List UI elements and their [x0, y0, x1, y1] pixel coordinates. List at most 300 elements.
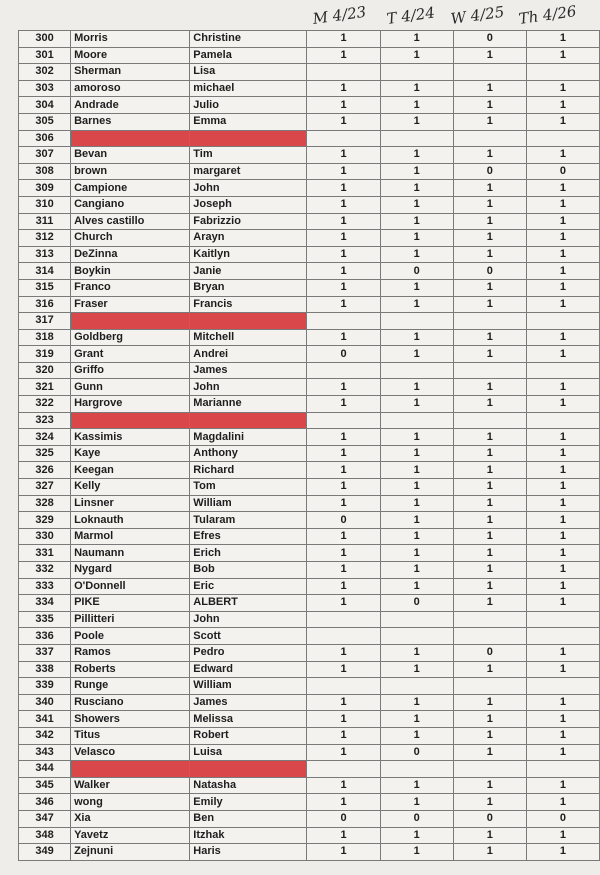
attendance-cell: 1: [380, 562, 453, 579]
attendance-cell: [453, 628, 526, 645]
attendance-cell: 1: [526, 429, 599, 446]
last-name-cell: Campione: [71, 180, 190, 197]
first-name-cell: William: [190, 495, 307, 512]
last-name-cell: amoroso: [71, 80, 190, 97]
first-name-cell: Francis: [190, 296, 307, 313]
attendance-cell: 1: [526, 263, 599, 280]
row-number: 331: [19, 545, 71, 562]
attendance-cell: 1: [307, 196, 380, 213]
attendance-cell: 1: [307, 445, 380, 462]
last-name-cell: Xia: [71, 810, 190, 827]
attendance-cell: 1: [307, 180, 380, 197]
first-name-cell: Pedro: [190, 644, 307, 661]
attendance-cell: 1: [380, 396, 453, 413]
attendance-cell: 1: [453, 744, 526, 761]
row-number: 302: [19, 64, 71, 81]
row-number: 334: [19, 595, 71, 612]
row-number: 307: [19, 147, 71, 164]
first-name-cell: Emily: [190, 794, 307, 811]
table-row: [19, 711, 600, 728]
last-name-cell: Velasco: [71, 744, 190, 761]
attendance-cell: 1: [453, 296, 526, 313]
last-name-cell: Cangiano: [71, 196, 190, 213]
table-row: [19, 412, 600, 429]
attendance-cell: 1: [307, 80, 380, 97]
table-row: [19, 429, 600, 446]
first-name-cell: Lisa: [190, 64, 307, 81]
table-row: [19, 810, 600, 827]
last-name-cell: PIKE: [71, 595, 190, 612]
attendance-cell: 0: [526, 810, 599, 827]
attendance-cell: 1: [380, 445, 453, 462]
row-number: 327: [19, 479, 71, 496]
attendance-cell: 0: [307, 346, 380, 363]
attendance-cell: 1: [453, 230, 526, 247]
attendance-cell: 1: [380, 727, 453, 744]
first-name-cell: Marianne: [190, 396, 307, 413]
attendance-cell: 1: [526, 694, 599, 711]
first-name-cell: Joseph: [190, 196, 307, 213]
attendance-cell: [380, 313, 453, 330]
attendance-cell: 1: [526, 777, 599, 794]
attendance-cell: 1: [307, 429, 380, 446]
table-row: [19, 329, 600, 346]
attendance-cell: 1: [453, 429, 526, 446]
table-row: [19, 64, 600, 81]
attendance-cell: 1: [380, 80, 453, 97]
last-name-cell: Keegan: [71, 462, 190, 479]
last-name-cell: [71, 761, 190, 778]
attendance-cell: [526, 362, 599, 379]
attendance-cell: 1: [526, 246, 599, 263]
table-row: [19, 230, 600, 247]
last-name-cell: Rusciano: [71, 694, 190, 711]
table-row: [19, 362, 600, 379]
attendance-cell: [380, 412, 453, 429]
table-row: [19, 794, 600, 811]
day-header-thursday: Th 4/26: [517, 2, 578, 28]
attendance-cell: 1: [453, 827, 526, 844]
attendance-cell: 1: [380, 329, 453, 346]
attendance-cell: 1: [307, 263, 380, 280]
attendance-cell: [307, 64, 380, 81]
row-number: 319: [19, 346, 71, 363]
attendance-cell: 1: [526, 711, 599, 728]
row-number: 300: [19, 31, 71, 48]
attendance-cell: 1: [380, 545, 453, 562]
first-name-cell: Haris: [190, 844, 307, 861]
row-number: 315: [19, 279, 71, 296]
attendance-cell: 1: [526, 180, 599, 197]
last-name-cell: Church: [71, 230, 190, 247]
attendance-cell: 1: [526, 562, 599, 579]
attendance-cell: 1: [453, 462, 526, 479]
first-name-cell: [190, 130, 307, 147]
attendance-cell: 1: [526, 80, 599, 97]
table-row: [19, 113, 600, 130]
table-row: [19, 31, 600, 48]
first-name-cell: William: [190, 678, 307, 695]
first-name-cell: Melissa: [190, 711, 307, 728]
attendance-cell: 1: [307, 794, 380, 811]
attendance-cell: 1: [380, 97, 453, 114]
attendance-cell: 1: [453, 711, 526, 728]
last-name-cell: Franco: [71, 279, 190, 296]
attendance-cell: 1: [380, 180, 453, 197]
table-row: [19, 595, 600, 612]
attendance-cell: 1: [453, 794, 526, 811]
attendance-cell: 1: [453, 113, 526, 130]
attendance-cell: 1: [307, 462, 380, 479]
row-number: 316: [19, 296, 71, 313]
table-row: [19, 545, 600, 562]
row-number: 342: [19, 727, 71, 744]
row-number: 312: [19, 230, 71, 247]
attendance-cell: [453, 761, 526, 778]
attendance-cell: 1: [526, 31, 599, 48]
attendance-cell: 1: [453, 97, 526, 114]
attendance-cell: 1: [307, 97, 380, 114]
row-number: 332: [19, 562, 71, 579]
attendance-cell: 1: [307, 661, 380, 678]
table-row: [19, 562, 600, 579]
attendance-cell: 1: [307, 379, 380, 396]
attendance-cell: 1: [526, 545, 599, 562]
last-name-cell: Hargrove: [71, 396, 190, 413]
attendance-cell: [453, 130, 526, 147]
table-row: [19, 462, 600, 479]
table-row: [19, 777, 600, 794]
attendance-cell: 1: [453, 512, 526, 529]
last-name-cell: Naumann: [71, 545, 190, 562]
table-row: [19, 578, 600, 595]
attendance-cell: 1: [307, 578, 380, 595]
row-number: 310: [19, 196, 71, 213]
first-name-cell: Bryan: [190, 279, 307, 296]
table-row: [19, 47, 600, 64]
attendance-cell: 1: [453, 279, 526, 296]
attendance-cell: 1: [380, 495, 453, 512]
last-name-cell: Pillitteri: [71, 611, 190, 628]
first-name-cell: [190, 412, 307, 429]
attendance-cell: 1: [307, 113, 380, 130]
last-name-cell: Runge: [71, 678, 190, 695]
attendance-cell: 0: [453, 31, 526, 48]
attendance-cell: 1: [307, 31, 380, 48]
attendance-cell: 1: [526, 578, 599, 595]
attendance-cell: [526, 313, 599, 330]
row-number: 346: [19, 794, 71, 811]
first-name-cell: Christine: [190, 31, 307, 48]
attendance-cell: [453, 412, 526, 429]
last-name-cell: Griffo: [71, 362, 190, 379]
row-number: 340: [19, 694, 71, 711]
first-name-cell: Bob: [190, 562, 307, 579]
last-name-cell: Barnes: [71, 113, 190, 130]
attendance-cell: [307, 362, 380, 379]
attendance-cell: [380, 611, 453, 628]
attendance-cell: 0: [380, 744, 453, 761]
table-row: [19, 495, 600, 512]
attendance-cell: 1: [380, 279, 453, 296]
last-name-cell: Andrade: [71, 97, 190, 114]
attendance-cell: 1: [380, 694, 453, 711]
attendance-cell: 1: [307, 528, 380, 545]
attendance-cell: [307, 628, 380, 645]
attendance-cell: 1: [526, 379, 599, 396]
table-row: [19, 346, 600, 363]
attendance-cell: 1: [526, 827, 599, 844]
table-row: [19, 644, 600, 661]
attendance-cell: 1: [453, 213, 526, 230]
attendance-cell: 0: [380, 595, 453, 612]
last-name-cell: [71, 313, 190, 330]
attendance-cell: 1: [380, 711, 453, 728]
attendance-cell: 1: [526, 595, 599, 612]
attendance-cell: 1: [380, 794, 453, 811]
attendance-cell: [307, 611, 380, 628]
attendance-cell: 1: [307, 47, 380, 64]
attendance-cell: [453, 362, 526, 379]
attendance-cell: 1: [526, 528, 599, 545]
table-row: [19, 844, 600, 861]
attendance-cell: 1: [453, 180, 526, 197]
row-number: 306: [19, 130, 71, 147]
attendance-cell: 1: [307, 595, 380, 612]
attendance-cell: 0: [526, 163, 599, 180]
table-row: [19, 761, 600, 778]
table-row: [19, 263, 600, 280]
attendance-cell: 0: [453, 263, 526, 280]
attendance-cell: 1: [526, 196, 599, 213]
first-name-cell: Mitchell: [190, 329, 307, 346]
attendance-cell: [526, 130, 599, 147]
row-number: 344: [19, 761, 71, 778]
last-name-cell: brown: [71, 163, 190, 180]
row-number: 336: [19, 628, 71, 645]
attendance-cell: 1: [380, 644, 453, 661]
attendance-cell: 1: [453, 844, 526, 861]
attendance-cell: 1: [380, 777, 453, 794]
table-row: [19, 628, 600, 645]
last-name-cell: Moore: [71, 47, 190, 64]
row-number: 317: [19, 313, 71, 330]
table-row: [19, 313, 600, 330]
attendance-cell: 1: [380, 528, 453, 545]
attendance-cell: 1: [453, 445, 526, 462]
table-row: [19, 396, 600, 413]
attendance-cell: 1: [453, 545, 526, 562]
table-row: [19, 130, 600, 147]
first-name-cell: Andrei: [190, 346, 307, 363]
row-number: 318: [19, 329, 71, 346]
attendance-cell: [307, 313, 380, 330]
attendance-cell: 1: [380, 163, 453, 180]
attendance-cell: 1: [307, 296, 380, 313]
attendance-cell: 1: [380, 462, 453, 479]
attendance-cell: 1: [453, 694, 526, 711]
attendance-cell: 0: [307, 810, 380, 827]
attendance-cell: 1: [380, 113, 453, 130]
attendance-cell: 1: [380, 213, 453, 230]
day-header-monday: M 4/23: [311, 2, 368, 28]
row-number: 320: [19, 362, 71, 379]
attendance-cell: 1: [307, 396, 380, 413]
attendance-cell: 1: [307, 479, 380, 496]
row-number: 337: [19, 644, 71, 661]
last-name-cell: [71, 412, 190, 429]
row-number: 345: [19, 777, 71, 794]
row-number: 322: [19, 396, 71, 413]
row-number: 323: [19, 412, 71, 429]
attendance-cell: [380, 362, 453, 379]
attendance-cell: 1: [380, 379, 453, 396]
attendance-cell: 1: [307, 711, 380, 728]
attendance-cell: 1: [307, 562, 380, 579]
last-name-cell: Ramos: [71, 644, 190, 661]
table-row: [19, 661, 600, 678]
attendance-cell: 1: [380, 31, 453, 48]
table-row: [19, 246, 600, 263]
attendance-cell: [380, 628, 453, 645]
first-name-cell: Magdalini: [190, 429, 307, 446]
attendance-cell: 1: [380, 512, 453, 529]
table-row: [19, 744, 600, 761]
row-number: 348: [19, 827, 71, 844]
attendance-cell: 1: [526, 147, 599, 164]
attendance-cell: 0: [453, 163, 526, 180]
attendance-cell: 1: [307, 147, 380, 164]
first-name-cell: Erich: [190, 545, 307, 562]
attendance-cell: 1: [453, 777, 526, 794]
attendance-cell: 1: [526, 644, 599, 661]
table-row: [19, 163, 600, 180]
attendance-cell: 1: [307, 844, 380, 861]
attendance-cell: 1: [453, 346, 526, 363]
attendance-cell: 1: [380, 246, 453, 263]
table-row: [19, 80, 600, 97]
attendance-cell: [453, 64, 526, 81]
first-name-cell: Itzhak: [190, 827, 307, 844]
row-number: 339: [19, 678, 71, 695]
attendance-cell: [526, 761, 599, 778]
attendance-cell: 1: [453, 196, 526, 213]
attendance-cell: 1: [526, 230, 599, 247]
attendance-cell: 1: [307, 694, 380, 711]
last-name-cell: Nygard: [71, 562, 190, 579]
last-name-cell: Zejnuni: [71, 844, 190, 861]
last-name-cell: Showers: [71, 711, 190, 728]
attendance-cell: 1: [526, 296, 599, 313]
first-name-cell: Robert: [190, 727, 307, 744]
table-row: [19, 694, 600, 711]
first-name-cell: michael: [190, 80, 307, 97]
row-number: 313: [19, 246, 71, 263]
attendance-cell: 1: [526, 479, 599, 496]
last-name-cell: Kassimis: [71, 429, 190, 446]
attendance-cell: [453, 313, 526, 330]
first-name-cell: ALBERT: [190, 595, 307, 612]
attendance-cell: 1: [526, 794, 599, 811]
attendance-cell: 1: [526, 329, 599, 346]
first-name-cell: Julio: [190, 97, 307, 114]
attendance-cell: 1: [526, 346, 599, 363]
attendance-cell: 1: [307, 329, 380, 346]
first-name-cell: Luisa: [190, 744, 307, 761]
attendance-cell: 1: [453, 578, 526, 595]
attendance-cell: 1: [526, 97, 599, 114]
last-name-cell: Boykin: [71, 263, 190, 280]
last-name-cell: Alves castillo: [71, 213, 190, 230]
row-number: 321: [19, 379, 71, 396]
first-name-cell: Natasha: [190, 777, 307, 794]
row-number: 328: [19, 495, 71, 512]
row-number: 349: [19, 844, 71, 861]
last-name-cell: Linsner: [71, 495, 190, 512]
last-name-cell: Yavetz: [71, 827, 190, 844]
last-name-cell: Goldberg: [71, 329, 190, 346]
row-number: 303: [19, 80, 71, 97]
last-name-cell: Walker: [71, 777, 190, 794]
last-name-cell: O'Donnell: [71, 578, 190, 595]
table-row: [19, 479, 600, 496]
attendance-cell: 1: [380, 429, 453, 446]
attendance-cell: 1: [453, 47, 526, 64]
attendance-rows: [19, 31, 600, 861]
last-name-cell: Sherman: [71, 64, 190, 81]
row-number: 305: [19, 113, 71, 130]
last-name-cell: Titus: [71, 727, 190, 744]
last-name-cell: Gunn: [71, 379, 190, 396]
attendance-cell: 1: [526, 495, 599, 512]
attendance-cell: 1: [453, 562, 526, 579]
attendance-cell: 1: [307, 777, 380, 794]
last-name-cell: Marmol: [71, 528, 190, 545]
row-number: 304: [19, 97, 71, 114]
attendance-cell: 0: [380, 263, 453, 280]
attendance-cell: 0: [453, 644, 526, 661]
first-name-cell: John: [190, 611, 307, 628]
first-name-cell: Tularam: [190, 512, 307, 529]
first-name-cell: Tim: [190, 147, 307, 164]
row-number: 329: [19, 512, 71, 529]
first-name-cell: John: [190, 180, 307, 197]
attendance-cell: 1: [307, 279, 380, 296]
first-name-cell: [190, 313, 307, 330]
attendance-cell: 1: [526, 462, 599, 479]
attendance-cell: [307, 130, 380, 147]
table-row: [19, 196, 600, 213]
attendance-cell: 1: [453, 528, 526, 545]
table-row: [19, 827, 600, 844]
row-number: 335: [19, 611, 71, 628]
attendance-cell: 1: [380, 844, 453, 861]
attendance-cell: 1: [453, 329, 526, 346]
attendance-cell: 1: [453, 595, 526, 612]
attendance-cell: 1: [307, 495, 380, 512]
last-name-cell: Kelly: [71, 479, 190, 496]
attendance-cell: 1: [307, 644, 380, 661]
first-name-cell: Tom: [190, 479, 307, 496]
attendance-cell: 1: [453, 147, 526, 164]
attendance-cell: 1: [526, 744, 599, 761]
last-name-cell: Kaye: [71, 445, 190, 462]
row-number: 333: [19, 578, 71, 595]
first-name-cell: James: [190, 694, 307, 711]
last-name-cell: wong: [71, 794, 190, 811]
table-row: [19, 379, 600, 396]
attendance-cell: [380, 761, 453, 778]
